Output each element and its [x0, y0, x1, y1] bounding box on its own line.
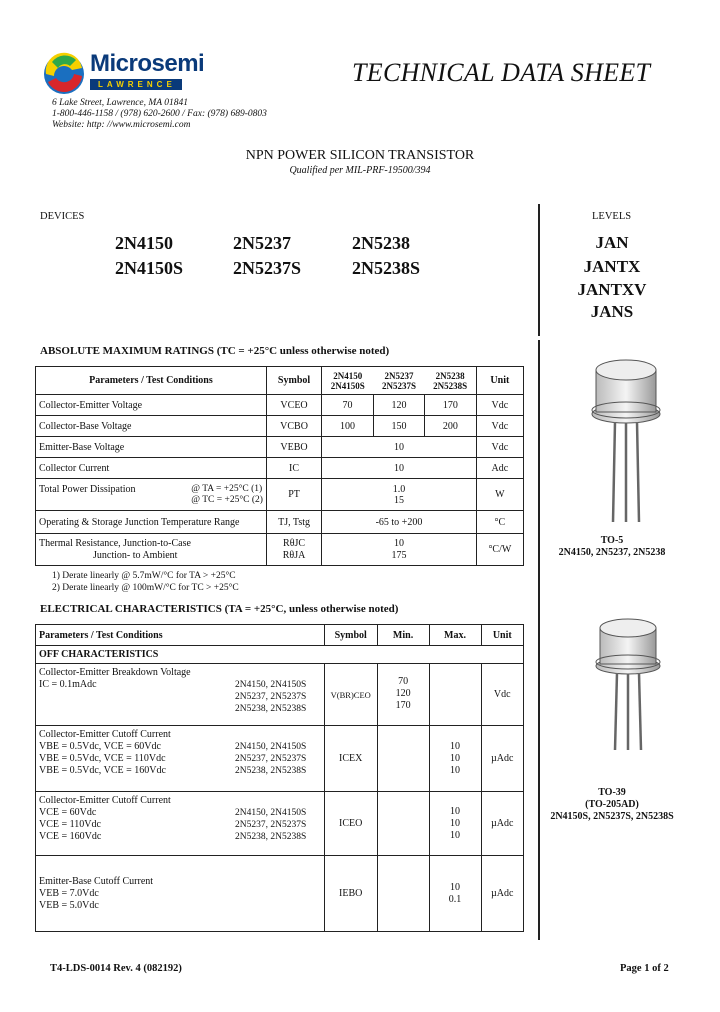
cond: VCE = 160Vdc: [39, 831, 102, 842]
divider-side: [538, 340, 540, 940]
param-text: Total Power Dissipation: [39, 483, 136, 495]
device-2n5237: 2N5237: [233, 233, 291, 253]
unit: °C/W: [476, 534, 523, 566]
company-address: [52, 98, 267, 131]
dev: 2N4150, 2N4150S: [235, 742, 307, 752]
value: 150: [373, 416, 424, 437]
min-value: 170: [395, 700, 411, 711]
symbol: ICEO: [324, 792, 377, 856]
device-2n4150: 2N4150: [115, 233, 173, 253]
company-name: Microsemi: [90, 50, 205, 77]
table-row: [36, 416, 524, 437]
abs-max-table: [35, 366, 524, 566]
max-value: 10: [450, 817, 461, 829]
param: Operating & Storage Junction Temperature Range: [36, 511, 267, 534]
company-logo: [40, 50, 205, 98]
col-2n4150: 2N4150 2N4150S: [322, 367, 374, 395]
website-line: Website: http: //www.microsemi.com: [52, 120, 191, 130]
param-text: Junction- to Ambient: [93, 549, 178, 561]
elec-title: ELECTRICAL CHARACTERISTICS (TA = +25°C, unless otherwise noted): [40, 603, 399, 615]
cond: VCE = 60Vdc: [39, 807, 97, 818]
unit: Vdc: [476, 395, 523, 416]
param: [36, 664, 325, 726]
param: [36, 479, 267, 511]
table-row: [36, 437, 524, 458]
symbol: TJ, Tstg: [266, 511, 321, 534]
value: 170: [425, 395, 477, 416]
symbol: VCEO: [266, 395, 321, 416]
cond: VBE = 0.5Vdc, VCE = 110Vdc: [39, 753, 166, 764]
col-unit: Unit: [476, 367, 523, 395]
value: 70: [322, 395, 374, 416]
conditions: [191, 484, 263, 506]
col-param: Parameters / Test Conditions: [36, 625, 325, 646]
product-title: NPN POWER SILICON TRANSISTOR: [245, 148, 475, 163]
unit: Vdc: [476, 416, 523, 437]
max-value: 10: [450, 881, 461, 893]
group-name: Emitter-Base Cutoff Current: [39, 875, 154, 887]
device-2n4150s: 2N4150S: [115, 258, 184, 278]
col-symbol: Symbol: [324, 625, 377, 646]
symbol: IC: [266, 458, 321, 479]
value-2: 175: [391, 549, 407, 561]
group-name: Collector-Emitter Breakdown Voltage: [39, 667, 191, 678]
group-name: Collector-Emitter Cutoff Current: [39, 729, 171, 740]
unit: µAdc: [481, 726, 523, 792]
param: [36, 534, 267, 566]
max: [429, 664, 481, 726]
table-row: [36, 479, 524, 511]
cond: VBE = 0.5Vdc, VCE = 60Vdc: [39, 741, 161, 752]
table-row: [36, 792, 524, 856]
param: Collector-Base Voltage: [36, 416, 267, 437]
max-value: 10: [450, 740, 461, 752]
min: [377, 664, 429, 726]
symbol-1: RθJC: [283, 537, 306, 549]
col-max: Max.: [429, 625, 481, 646]
footnote: 1) Derate linearly @ 5.7mW/°C for TA > +25°C: [52, 571, 236, 581]
doc-number: T4-LDS-0014 Rev. 4 (082192): [50, 963, 182, 974]
param: Collector-Emitter Voltage: [36, 395, 267, 416]
to39-package-icon: [590, 612, 666, 752]
dev: 2N5237, 2N5237S: [235, 820, 307, 830]
unit: W: [476, 479, 523, 511]
value: 200: [425, 416, 477, 437]
col-min: Min.: [377, 625, 429, 646]
symbol: PT: [266, 479, 321, 511]
min: [377, 726, 429, 792]
table-row: [36, 511, 524, 534]
max: [429, 792, 481, 856]
dev: 2N5238, 2N5238S: [235, 832, 307, 842]
cond: @ TC = +25°C (2): [191, 494, 263, 505]
package-to39-caption: [547, 787, 677, 823]
unit: Adc: [476, 458, 523, 479]
table-row: [36, 726, 524, 792]
dev: 2N5237, 2N5237S: [235, 692, 307, 702]
param: [36, 856, 325, 932]
level-jans: JANS: [590, 302, 634, 321]
value: -65 to +200: [322, 511, 477, 534]
param: [36, 792, 325, 856]
page-number: Page 1 of 2: [620, 963, 669, 974]
unit: µAdc: [481, 856, 523, 932]
max-value: 0.1: [448, 893, 462, 905]
col-2n5238: 2N5238 2N5238S: [425, 367, 477, 395]
phone-line: 1-800-446-1158 / (978) 620-2600 / Fax: (978) 689-0803: [52, 109, 267, 119]
division-name: LAWRENCE: [90, 79, 182, 90]
max-value: 10: [450, 752, 461, 764]
table-row: [36, 534, 524, 566]
device-2n5238s: 2N5238S: [352, 258, 421, 278]
max: [429, 856, 481, 932]
package-parts: 2N4150S, 2N5237S, 2N5238S: [550, 811, 674, 822]
cond: @ TA = +25°C (1): [191, 483, 263, 494]
param: Collector Current: [36, 458, 267, 479]
package-name: TO-5: [600, 535, 624, 546]
value: 10: [322, 437, 477, 458]
section-off: OFF CHARACTERISTICS: [36, 646, 524, 664]
table-row: [36, 395, 524, 416]
logo-swirl-icon: [42, 52, 86, 96]
col-2n5237: 2N5237 2N5237S: [373, 367, 424, 395]
table-row: [36, 664, 524, 726]
col-param: Parameters / Test Conditions: [36, 367, 267, 395]
device-2n5237s: 2N5237S: [233, 258, 302, 278]
dev: 2N4150, 2N4150S: [235, 680, 307, 690]
dev: 2N5237, 2N5237S: [235, 754, 307, 764]
address-line: 6 Lake Street, Lawrence, MA 01841: [52, 98, 189, 108]
max-value: 10: [450, 764, 461, 776]
abs-max-title: ABSOLUTE MAXIMUM RATINGS (TC = +25°C unless otherwise noted): [40, 345, 390, 357]
dev: 2N5238, 2N5238S: [235, 704, 307, 714]
value: 100: [322, 416, 374, 437]
value: 10: [322, 458, 477, 479]
value-2: 15: [393, 494, 404, 506]
dev: 2N4150, 2N4150S: [235, 808, 307, 818]
max: [429, 726, 481, 792]
value: 120: [373, 395, 424, 416]
elec-table: [35, 624, 524, 932]
level-jan: JAN: [595, 233, 629, 252]
table-row: [36, 458, 524, 479]
symbol: VCBO: [266, 416, 321, 437]
value: [322, 534, 477, 566]
min-value: 120: [395, 688, 411, 699]
levels-label: LEVELS: [592, 211, 632, 222]
table-row: [36, 856, 524, 932]
unit: °C: [476, 511, 523, 534]
package-alt: (TO-205AD): [585, 799, 639, 810]
value-1: 1.0: [392, 483, 406, 495]
level-jantxv: JANTXV: [577, 280, 647, 299]
symbol: IEBO: [324, 856, 377, 932]
min: [377, 856, 429, 932]
symbol: ICEX: [324, 726, 377, 792]
param: [36, 726, 325, 792]
footnote: 2) Derate linearly @ 100mW/°C for TC > +25°C: [52, 583, 239, 593]
device-2n5238: 2N5238: [352, 233, 410, 253]
divider: [538, 204, 540, 336]
doc-title: TECHNICAL DATA SHEET: [352, 58, 651, 87]
min-value: 70: [398, 676, 409, 687]
value: [322, 479, 477, 511]
max-value: 10: [450, 805, 461, 817]
group-name: Collector-Emitter Cutoff Current: [39, 795, 171, 806]
symbol-2: RθJA: [282, 549, 306, 561]
col-symbol: Symbol: [266, 367, 321, 395]
unit: Vdc: [476, 437, 523, 458]
level-jantx: JANTX: [583, 257, 641, 276]
cond: VCE = 110Vdc: [39, 819, 101, 830]
max-value: 10: [450, 829, 461, 841]
symbol: VEBO: [266, 437, 321, 458]
qualification: Qualified per MIL-PRF-19500/394: [289, 165, 431, 176]
cond: IC = 0.1mAdc: [39, 679, 97, 690]
symbol: V(BR)CEO: [324, 664, 377, 726]
dev: 2N5238, 2N5238S: [235, 766, 307, 776]
param: Emitter-Base Voltage: [36, 437, 267, 458]
unit: Vdc: [481, 664, 523, 726]
symbol: [266, 534, 321, 566]
devices-label: DEVICES: [40, 211, 85, 222]
col-unit: Unit: [481, 625, 523, 646]
cond: VBE = 0.5Vdc, VCE = 160Vdc: [39, 765, 166, 776]
cond: VEB = 5.0Vdc: [39, 899, 99, 911]
cond: VEB = 7.0Vdc: [39, 887, 99, 899]
package-parts: 2N4150, 2N5237, 2N5238: [558, 547, 666, 558]
footnotes: [52, 570, 239, 594]
param-text: Thermal Resistance, Junction-to-Case: [39, 537, 191, 549]
to5-package-icon: [585, 352, 667, 527]
package-to5-caption: [547, 535, 677, 559]
package-name: TO-39: [598, 787, 626, 798]
min: [377, 792, 429, 856]
value-1: 10: [393, 537, 404, 549]
unit: µAdc: [481, 792, 523, 856]
